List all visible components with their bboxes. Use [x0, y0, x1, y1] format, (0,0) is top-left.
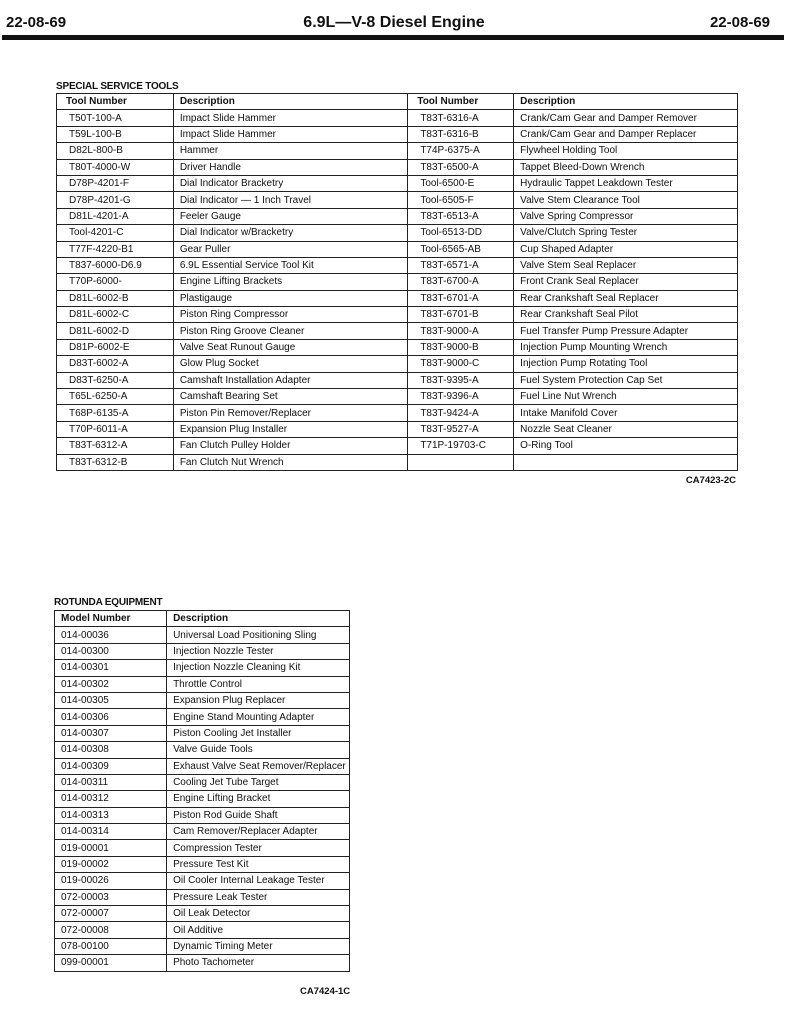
- table-cell: Dial Indicator w/Bracketry: [173, 225, 408, 241]
- table-row: [55, 906, 350, 922]
- table-cell: Valve/Clutch Spring Tester: [514, 225, 738, 241]
- table-row: [57, 274, 738, 290]
- table-cell: 014-00306: [55, 709, 167, 725]
- table-cell: Cup Shaped Adapter: [514, 241, 738, 257]
- table-row: [57, 110, 738, 126]
- table-row: [55, 742, 350, 758]
- table-cell: D81L-6002-C: [57, 307, 174, 323]
- table-cell: Tool-6565-AB: [408, 241, 514, 257]
- table-cell: 014-00313: [55, 807, 167, 823]
- table-cell: 072-00008: [55, 922, 167, 938]
- table-row: [57, 356, 738, 372]
- table-cell: 072-00003: [55, 889, 167, 905]
- table-cell: Front Crank Seal Replacer: [514, 274, 738, 290]
- table-row: [55, 873, 350, 889]
- table-cell: Fan Clutch Nut Wrench: [173, 454, 408, 470]
- table-row: [57, 421, 738, 437]
- table-cell: 099-00001: [55, 955, 167, 971]
- table-cell: T83T-9395-A: [408, 372, 514, 388]
- table-cell: D81P-6002-E: [57, 339, 174, 355]
- table-cell: Tappet Bleed-Down Wrench: [514, 159, 738, 175]
- table-cell: D81L-6002-D: [57, 323, 174, 339]
- table-cell: Camshaft Installation Adapter: [173, 372, 408, 388]
- table-row: [55, 840, 350, 856]
- table-cell: Camshaft Bearing Set: [173, 389, 408, 405]
- table-cell: 078-00100: [55, 938, 167, 954]
- table-cell: Driver Handle: [173, 159, 408, 175]
- table-cell: Dial Indicator — 1 Inch Travel: [173, 192, 408, 208]
- table-cell: Fuel Line Nut Wrench: [514, 389, 738, 405]
- table-cell: [408, 454, 514, 470]
- table-cell: 014-00309: [55, 758, 167, 774]
- table-cell: Pressure Test Kit: [167, 856, 350, 872]
- page-title: 6.9L—V-8 Diesel Engine: [303, 14, 485, 31]
- table-row: [57, 175, 738, 191]
- table-cell: Engine Lifting Bracket: [167, 791, 350, 807]
- table-cell: T83T-6701-A: [408, 290, 514, 306]
- table-cell: 014-00314: [55, 824, 167, 840]
- table-cell: Fuel System Protection Cap Set: [514, 372, 738, 388]
- table-cell: Fuel Transfer Pump Pressure Adapter: [514, 323, 738, 339]
- table-row: [57, 339, 738, 355]
- table-cell: Tool-6505-F: [408, 192, 514, 208]
- table-cell: T83T-9000-C: [408, 356, 514, 372]
- table-row: [57, 323, 738, 339]
- table-cell: Dynamic Timing Meter: [167, 938, 350, 954]
- column-header: Description: [173, 94, 408, 110]
- table-cell: T80T-4000-W: [57, 159, 174, 175]
- table-cell: 014-00300: [55, 643, 167, 659]
- table-cell: Gear Puller: [173, 241, 408, 257]
- table-cell: Injection Pump Rotating Tool: [514, 356, 738, 372]
- table-cell: O-Ring Tool: [514, 438, 738, 454]
- table-row: [57, 405, 738, 421]
- table-cell: 014-00308: [55, 742, 167, 758]
- table-cell: T83T-6312-A: [57, 438, 174, 454]
- table-cell: Crank/Cam Gear and Damper Remover: [514, 110, 738, 126]
- table-cell: Cam Remover/Replacer Adapter: [167, 824, 350, 840]
- table-cell: Valve Spring Compressor: [514, 208, 738, 224]
- table-row: [57, 208, 738, 224]
- page-number-right: 22-08-69: [709, 14, 770, 31]
- table-row: [57, 389, 738, 405]
- column-header: Tool Number: [57, 94, 174, 110]
- table-cell: T83T-9000-A: [408, 323, 514, 339]
- table-cell: T59L-100-B: [57, 126, 174, 142]
- table-row: [55, 643, 350, 659]
- table-row: [55, 955, 350, 971]
- table-cell: T83T-6500-A: [408, 159, 514, 175]
- table-cell: 014-00305: [55, 692, 167, 708]
- table-row: [57, 454, 738, 470]
- table-row: [55, 889, 350, 905]
- special-tools-title: SPECIAL SERVICE TOOLS: [56, 81, 179, 92]
- table-cell: T70P-6011-A: [57, 421, 174, 437]
- table-cell: Intake Manifold Cover: [514, 405, 738, 421]
- table-cell: Feeler Gauge: [173, 208, 408, 224]
- table-cell: Tool-6500-E: [408, 175, 514, 191]
- table-cell: T83T-6513-A: [408, 208, 514, 224]
- table-cell: Valve Seat Runout Gauge: [173, 339, 408, 355]
- table-row: [57, 241, 738, 257]
- table-cell: T65L-6250-A: [57, 389, 174, 405]
- table-cell: T83T-9424-A: [408, 405, 514, 421]
- table-cell: Injection Nozzle Cleaning Kit: [167, 660, 350, 676]
- page-number-left: 22-08-69: [6, 14, 67, 31]
- table-cell: Rear Crankshaft Seal Replacer: [514, 290, 738, 306]
- table-row: [55, 758, 350, 774]
- table-row: [57, 225, 738, 241]
- table-row: [57, 438, 738, 454]
- table-cell: D78P-4201-F: [57, 175, 174, 191]
- table-cell: Tool-4201-C: [57, 225, 174, 241]
- table-cell: T50T-100-A: [57, 110, 174, 126]
- table-cell: Nozzle Seat Cleaner: [514, 421, 738, 437]
- table-cell: T83T-9527-A: [408, 421, 514, 437]
- table-row: [55, 692, 350, 708]
- table-cell: Hydraulic Tappet Leakdown Tester: [514, 175, 738, 191]
- table-row: [57, 143, 738, 159]
- table-cell: Valve Stem Clearance Tool: [514, 192, 738, 208]
- table-cell: Piston Ring Groove Cleaner: [173, 323, 408, 339]
- table-row: [55, 922, 350, 938]
- table-row: [57, 290, 738, 306]
- table-cell: T77F-4220-B1: [57, 241, 174, 257]
- table-cell: Flywheel Holding Tool: [514, 143, 738, 159]
- table-cell: Injection Nozzle Tester: [167, 643, 350, 659]
- table-row: [57, 192, 738, 208]
- column-header: Description: [167, 611, 350, 627]
- table-cell: Throttle Control: [167, 676, 350, 692]
- table-row: [57, 307, 738, 323]
- table-cell: Valve Guide Tools: [167, 742, 350, 758]
- table-row: [55, 676, 350, 692]
- table-cell: Fan Clutch Pulley Holder: [173, 438, 408, 454]
- table-row: [55, 660, 350, 676]
- table-cell: T83T-9000-B: [408, 339, 514, 355]
- table-cell: 019-00002: [55, 856, 167, 872]
- rotunda-table: [54, 610, 350, 972]
- table-row: [55, 774, 350, 790]
- table-cell: T83T-6571-A: [408, 257, 514, 273]
- table-cell: T83T-6701-B: [408, 307, 514, 323]
- special-tools-body: [57, 110, 738, 471]
- table-cell: Expansion Plug Installer: [173, 421, 408, 437]
- column-header: Model Number: [55, 611, 167, 627]
- table-cell: Piston Ring Compressor: [173, 307, 408, 323]
- table-cell: Engine Stand Mounting Adapter: [167, 709, 350, 725]
- rotunda-title: ROTUNDA EQUIPMENT: [54, 597, 163, 608]
- figure-code: CA7424-1C: [300, 986, 351, 997]
- table-cell: Oil Leak Detector: [167, 906, 350, 922]
- table-cell: 014-00301: [55, 660, 167, 676]
- table-cell: T70P-6000-: [57, 274, 174, 290]
- figure-code: CA7423-2C: [685, 475, 736, 486]
- table-cell: D83T-6002-A: [57, 356, 174, 372]
- table-cell: Cooling Jet Tube Target: [167, 774, 350, 790]
- table-cell: Impact Slide Hammer: [173, 110, 408, 126]
- table-cell: Piston Rod Guide Shaft: [167, 807, 350, 823]
- table-cell: Oil Additive: [167, 922, 350, 938]
- table-row: [55, 938, 350, 954]
- table-cell: T83T-6316-A: [408, 110, 514, 126]
- table-cell: Photo Tachometer: [167, 955, 350, 971]
- table-cell: T71P-19703-C: [408, 438, 514, 454]
- table-cell: 019-00001: [55, 840, 167, 856]
- table-row: [55, 791, 350, 807]
- table-cell: T83T-6312-B: [57, 454, 174, 470]
- table-cell: T68P-6135-A: [57, 405, 174, 421]
- table-cell: Valve Stem Seal Replacer: [514, 257, 738, 273]
- table-cell: Glow Plug Socket: [173, 356, 408, 372]
- header-rule: [2, 35, 784, 40]
- table-cell: D81L-4201-A: [57, 208, 174, 224]
- table-cell: T83T-9396-A: [408, 389, 514, 405]
- table-cell: Universal Load Positioning Sling: [167, 627, 350, 643]
- table-cell: 014-00307: [55, 725, 167, 741]
- table-cell: Piston Pin Remover/Replacer: [173, 405, 408, 421]
- table-cell: Oil Cooler Internal Leakage Tester: [167, 873, 350, 889]
- table-row: [55, 709, 350, 725]
- table-cell: 019-00026: [55, 873, 167, 889]
- table-row: [55, 824, 350, 840]
- table-cell: Crank/Cam Gear and Damper Replacer: [514, 126, 738, 142]
- table-cell: T837-6000-D6.9: [57, 257, 174, 273]
- table-row: [57, 257, 738, 273]
- table-cell: 014-00302: [55, 676, 167, 692]
- table-row: [55, 856, 350, 872]
- table-cell: Piston Cooling Jet Installer: [167, 725, 350, 741]
- table-row: [55, 725, 350, 741]
- column-header: Tool Number: [408, 94, 514, 110]
- table-cell: Pressure Leak Tester: [167, 889, 350, 905]
- table-cell: T83T-6316-B: [408, 126, 514, 142]
- table-cell: Engine Lifting Brackets: [173, 274, 408, 290]
- table-row: [55, 807, 350, 823]
- table-cell: 072-00007: [55, 906, 167, 922]
- table-cell: Injection Pump Mounting Wrench: [514, 339, 738, 355]
- special-tools-table: [56, 93, 738, 471]
- table-cell: Tool-6513-DD: [408, 225, 514, 241]
- table-cell: D83T-6250-A: [57, 372, 174, 388]
- column-header: Description: [514, 94, 738, 110]
- table-cell: 014-00036: [55, 627, 167, 643]
- table-row: [57, 126, 738, 142]
- table-cell: D82L-800-B: [57, 143, 174, 159]
- table-cell: 014-00312: [55, 791, 167, 807]
- rotunda-header-row: [55, 611, 350, 627]
- table-cell: T74P-6375-A: [408, 143, 514, 159]
- rotunda-body: [55, 627, 350, 971]
- table-cell: Impact Slide Hammer: [173, 126, 408, 142]
- table-cell: Hammer: [173, 143, 408, 159]
- table-cell: 6.9L Essential Service Tool Kit: [173, 257, 408, 273]
- table-cell: Plastigauge: [173, 290, 408, 306]
- table-cell: [514, 454, 738, 470]
- table-cell: T83T-6700-A: [408, 274, 514, 290]
- special-tools-header-row: [57, 94, 738, 110]
- table-cell: D78P-4201-G: [57, 192, 174, 208]
- table-row: [57, 159, 738, 175]
- table-cell: Expansion Plug Replacer: [167, 692, 350, 708]
- table-cell: Compression Tester: [167, 840, 350, 856]
- table-cell: Exhaust Valve Seat Remover/Replacer: [167, 758, 350, 774]
- table-cell: Dial Indicator Bracketry: [173, 175, 408, 191]
- table-cell: D81L-6002-B: [57, 290, 174, 306]
- table-row: [57, 372, 738, 388]
- table-row: [55, 627, 350, 643]
- table-cell: Rear Crankshaft Seal Pilot: [514, 307, 738, 323]
- table-cell: 014-00311: [55, 774, 167, 790]
